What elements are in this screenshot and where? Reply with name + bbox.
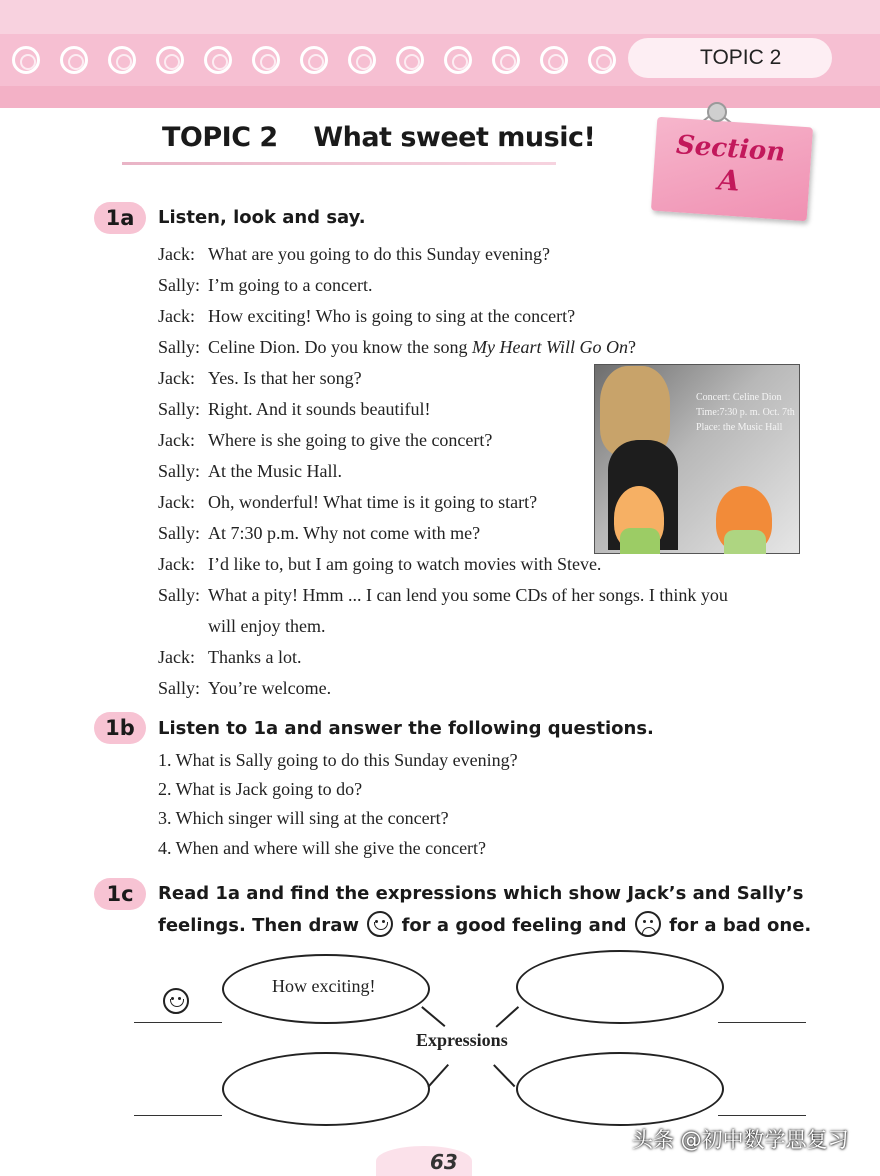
ring-icon [396,46,424,74]
poster-text [696,390,796,435]
dialogue-line: Jack: I’d like to, but I am going to watch movies with Steve. [158,554,602,574]
title-underline [122,162,556,165]
expression-oval [222,1052,430,1126]
answer-blank [718,1022,806,1023]
song-title: My Heart Will Go On [471,337,628,357]
poster-line: Time:7:30 p. m. Oct. 7th [696,407,795,418]
ring-icon [348,46,376,74]
activity-tag-1c: 1c [94,878,146,910]
ring-icon [300,46,328,74]
answer-blank [134,1115,222,1116]
example-expression: How exciting! [272,976,376,996]
dialogue-line: Sally: I’m going to a concert. [158,275,373,295]
dialogue-line: Sally: Right. And it sounds beautiful! [158,399,431,419]
activity-tag-1b: 1b [94,712,146,744]
pin-icon [707,102,727,122]
title-name: What sweet music! [313,122,596,153]
ring-icon [60,46,88,74]
expressions-label: Expressions [416,1030,508,1050]
answer-blank [134,1022,222,1023]
ring-icon [492,46,520,74]
connector-line [495,1006,518,1027]
question-item: 4. When and where will she give the concert? [158,838,487,858]
poster-line: Place: the Music Hall [696,422,783,433]
dialogue-line: Sally: At the Music Hall. [158,461,342,481]
dialogue-line: Sally: You’re welcome. [158,678,332,698]
expression-oval [516,1052,724,1126]
activity-heading-1b: Listen to 1a and answer the following questions. [158,718,654,739]
ring-icon [12,46,40,74]
connector-line [493,1064,515,1087]
answer-blank [718,1115,806,1116]
dialogue-line: Jack: Yes. Is that her song? [158,368,362,388]
dialogue-line: will enjoy them. [208,616,326,636]
question-item: 1. What is Sally going to do this Sunday evening? [158,750,518,770]
ring-icon [108,46,136,74]
connector-line [427,1064,448,1087]
ring-icon [588,46,616,74]
watermark: 头条 @初中数学思复习 [632,1128,849,1152]
dialogue-line: Jack: Where is she going to give the concert? [158,430,493,450]
dialogue-line: Sally: What a pity! Hmm ... I can lend you some CDs of her songs. I think you [158,585,728,605]
section-badge-word: Section [675,130,787,168]
question-item: 3. Which singer will sing at the concert? [158,808,449,828]
sad-face-icon [635,911,661,937]
ring-icon [156,46,184,74]
page-number: 63 [430,1150,458,1174]
ring-icon [204,46,232,74]
activity-heading-1a: Listen, look and say. [158,207,366,228]
smiley-face-icon [163,988,189,1014]
page-title [162,122,595,153]
ring-icon [252,46,280,74]
question-item: 2. What is Jack going to do? [158,779,363,799]
dialogue-line: Jack: Oh, wonderful! What time is it going to start? [158,492,538,512]
poster-line: Concert: Celine Dion [696,392,782,403]
section-badge-letter: A [716,163,741,198]
smiley-face-icon [367,911,393,937]
title-topic: TOPIC 2 [162,122,278,153]
activity-tag-1a: 1a [94,202,146,234]
boy-shirt [620,528,660,554]
ring-icon [540,46,568,74]
topic-tab-label: TOPIC 2 [700,46,782,69]
dialogue-line: Jack: What are you going to do this Sunday evening? [158,244,550,264]
dialogue-line: Sally: At 7:30 p.m. Why not come with me? [158,523,481,543]
dialogue-line: Jack: Thanks a lot. [158,647,302,667]
connector-line [422,1006,446,1026]
dialogue-line: Sally: Celine Dion. Do you know the song My Heart Will Go On? [158,337,636,357]
ring-icon [444,46,472,74]
activity-heading-1c: Read 1a and find the expressions which show Jack’s and Sally’s [158,883,804,904]
expression-oval [516,950,724,1024]
activity-heading-1c-line2: feelings. Then draw for a good feeling and for a bad one. [158,913,811,939]
girl-shirt [724,530,766,554]
dialogue-line: Jack: How exciting! Who is going to sing at the concert? [158,306,576,326]
